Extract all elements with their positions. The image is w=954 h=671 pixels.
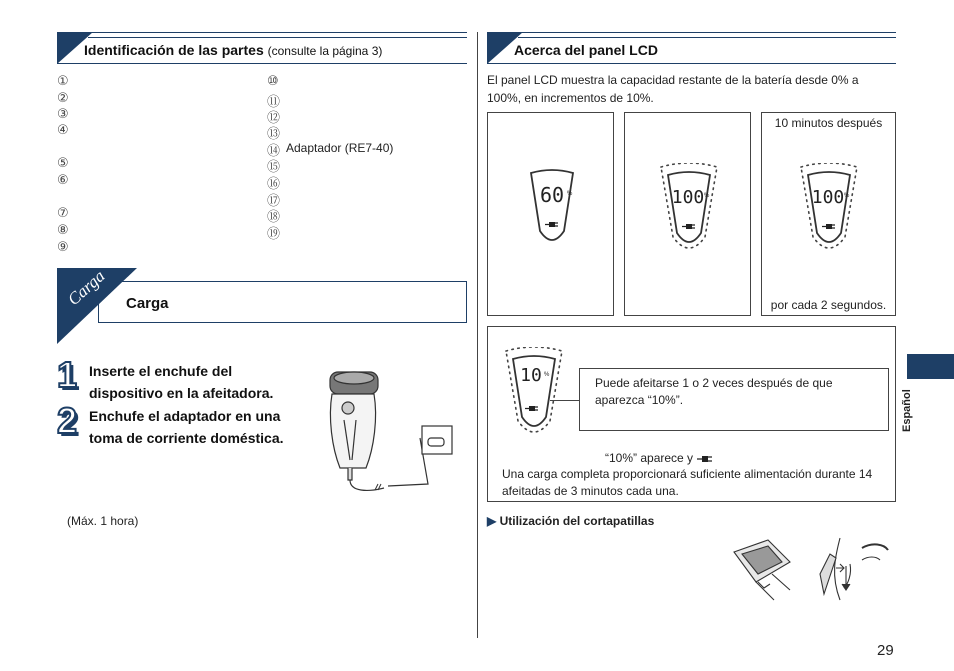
charge-title: Carga	[126, 295, 169, 312]
charge-tab-label: Carga	[64, 266, 109, 310]
lcd-display-60	[528, 169, 576, 251]
lcd-display-100	[657, 163, 721, 259]
parts-title: Identificación de las partes (consulte la página 3)	[84, 42, 383, 58]
part-number: ⑬	[267, 127, 281, 142]
triangle-right-icon: ▶	[487, 514, 497, 528]
part-number: ②	[57, 91, 69, 106]
max-time: (Máx. 1 hora)	[67, 514, 139, 528]
step-number: 2	[57, 400, 78, 441]
part-number: ⑦	[57, 206, 69, 221]
part-number: ⑧	[57, 223, 69, 238]
part-number: ③	[57, 107, 69, 122]
part-number: ⑮	[267, 160, 281, 175]
trimmer-shaver-illustration	[728, 534, 798, 604]
part-number: ⑩	[267, 74, 279, 89]
step1-text: Inserte el enchufe del dispositivo en la afeitadora.	[89, 363, 274, 401]
part-number: ⑫	[267, 111, 281, 126]
page-number: 29	[877, 642, 894, 659]
language-tab	[907, 354, 954, 379]
lcd-percent: %	[544, 372, 550, 378]
step2-text: Enchufe el adaptador en una toma de corriente doméstica.	[89, 408, 284, 446]
low-battery-box	[487, 326, 896, 502]
lcd-display-10	[502, 347, 566, 443]
trimmer-link[interactable]: ▶ Utilización del cortapatillas	[487, 514, 655, 528]
part-number: ⑥	[57, 173, 69, 188]
part-number: ⑱	[267, 210, 281, 225]
shaver-illustration	[318, 368, 458, 498]
part-number: ⑯	[267, 177, 281, 192]
lcd-title: Acerca del panel LCD	[514, 42, 658, 58]
part-number: ⑤	[57, 156, 69, 171]
part-number: ①	[57, 74, 69, 89]
appears-line: “10%” aparece y	[605, 451, 714, 465]
lcd-percent: %	[567, 191, 573, 197]
lcd-percent: %	[704, 193, 710, 199]
lcd-value: 60	[539, 183, 565, 207]
lcd-percent: %	[844, 193, 850, 199]
low-battery-note: Puede afeitarse 1 o 2 veces después de que aparezca “10%”.	[579, 368, 889, 431]
plug-icon	[696, 454, 714, 464]
part-number: ⑨	[57, 240, 69, 255]
lcd-panel-100-after	[761, 112, 896, 316]
column-divider	[477, 32, 478, 638]
lcd-value: 100	[671, 187, 705, 208]
lcd-display-100-blink	[797, 163, 861, 259]
part-number: ④	[57, 123, 69, 138]
every-2-seconds: por cada 2 segundos.	[770, 298, 887, 312]
part-number: ⑪	[267, 95, 281, 110]
lcd-value: 10	[520, 365, 542, 386]
language-label: Español	[901, 389, 913, 432]
adapter-label: Adaptador (RE7-40)	[286, 141, 394, 155]
lcd-panel-60	[487, 112, 614, 316]
part-number: ⑭	[267, 144, 281, 159]
step-number: 1	[57, 354, 78, 395]
part-number: ⑰	[267, 194, 281, 209]
part-number: ⑲	[267, 227, 281, 242]
lcd-panel-100	[624, 112, 751, 316]
lcd-description: El panel LCD muestra la capacidad restante de la batería desde 0% a 100%, en incrementos de 10%.	[487, 73, 859, 105]
trimmer-use-illustration	[800, 534, 892, 604]
full-charge-note: Una carga completa proporcionará suficiente alimentación durante 14 afeitadas de 3 minutos cada una.	[502, 467, 873, 498]
lcd-value: 100	[811, 187, 845, 208]
after-10-min: 10 minutos después	[774, 116, 883, 130]
